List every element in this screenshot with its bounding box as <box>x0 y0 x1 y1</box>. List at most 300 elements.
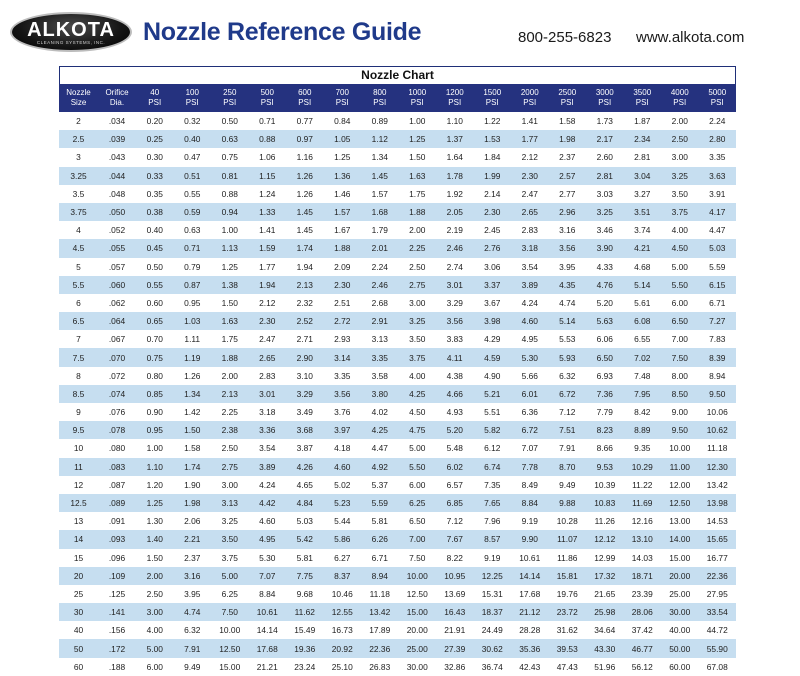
flow-value-cell: 2.05 <box>436 203 474 221</box>
flow-value-cell: 11.18 <box>361 585 399 603</box>
flow-value-cell: 50.00 <box>661 639 699 657</box>
flow-value-cell: 7.00 <box>661 330 699 348</box>
flow-value-cell: 3.35 <box>324 367 362 385</box>
flow-value-cell: 1.25 <box>211 258 249 276</box>
flow-value-cell: 30.00 <box>399 658 437 676</box>
flow-value-cell: 1.58 <box>174 439 212 457</box>
flow-value-cell: 5.53 <box>549 330 587 348</box>
flow-value-cell: 6.72 <box>511 421 549 439</box>
flow-value-cell: 67.08 <box>699 658 737 676</box>
flow-value-cell: 1.15 <box>249 167 287 185</box>
flow-value-cell: 1.30 <box>136 512 174 530</box>
flow-value-cell: 3.89 <box>511 276 549 294</box>
flow-value-cell: 1.25 <box>324 148 362 166</box>
nozzle-size-cell: 5 <box>59 258 98 276</box>
flow-value-cell: 19.76 <box>549 585 587 603</box>
flow-value-cell: 1.45 <box>286 221 324 239</box>
flow-value-cell: 6.00 <box>136 658 174 676</box>
flow-value-cell: 12.12 <box>586 530 624 548</box>
table-row <box>59 348 736 366</box>
column-header-top: 1200 <box>445 88 464 97</box>
flow-value-cell: 0.87 <box>174 276 212 294</box>
flow-value-cell: 1.00 <box>211 221 249 239</box>
nozzle-size-cell: 3 <box>59 148 98 166</box>
flow-value-cell: 3.98 <box>474 312 512 330</box>
flow-value-cell: 1.50 <box>136 549 174 567</box>
flow-value-cell: 2.06 <box>174 512 212 530</box>
flow-value-cell: 1.00 <box>136 439 174 457</box>
flow-value-cell: 11.26 <box>586 512 624 530</box>
flow-value-cell: 1.73 <box>586 112 624 130</box>
flow-value-cell: 10.29 <box>624 458 662 476</box>
flow-value-cell: 39.53 <box>549 639 587 657</box>
flow-value-cell: 0.63 <box>174 221 212 239</box>
flow-value-cell: 13.98 <box>699 494 737 512</box>
orifice-cell: .125 <box>98 585 136 603</box>
nozzle-size-cell: 5.5 <box>59 276 98 294</box>
flow-value-cell: 1.45 <box>361 167 399 185</box>
flow-value-cell: 0.45 <box>136 239 174 257</box>
flow-value-cell: 0.84 <box>324 112 362 130</box>
flow-value-cell: 3.76 <box>324 403 362 421</box>
flow-value-cell: 30.00 <box>661 603 699 621</box>
flow-value-cell: 0.38 <box>136 203 174 221</box>
nozzle-size-cell: 4 <box>59 221 98 239</box>
flow-value-cell: 3.83 <box>436 330 474 348</box>
nozzle-size-cell: 25 <box>59 585 98 603</box>
flow-value-cell: 3.00 <box>661 148 699 166</box>
flow-value-cell: 2.46 <box>361 276 399 294</box>
flow-value-cell: 2.83 <box>249 367 287 385</box>
flow-value-cell: 3.50 <box>661 185 699 203</box>
column-header-top: 600 <box>298 88 312 97</box>
flow-value-cell: 5.51 <box>474 403 512 421</box>
flow-value-cell: 14.00 <box>661 530 699 548</box>
flow-value-cell: 7.96 <box>474 512 512 530</box>
flow-value-cell: 2.47 <box>511 185 549 203</box>
flow-value-cell: 3.18 <box>511 239 549 257</box>
flow-value-cell: 7.95 <box>624 385 662 403</box>
table-row <box>59 621 736 639</box>
flow-value-cell: 16.77 <box>699 549 737 567</box>
column-header-top: Orifice <box>105 88 129 97</box>
flow-value-cell: 5.44 <box>324 512 362 530</box>
flow-value-cell: 1.41 <box>249 221 287 239</box>
flow-value-cell: 1.05 <box>324 130 362 148</box>
flow-value-cell: 0.97 <box>286 130 324 148</box>
flow-value-cell: 2.81 <box>586 167 624 185</box>
flow-value-cell: 4.00 <box>399 367 437 385</box>
flow-value-cell: 10.39 <box>586 476 624 494</box>
flow-value-cell: 25.00 <box>399 639 437 657</box>
flow-value-cell: 4.00 <box>661 221 699 239</box>
flow-value-cell: 3.56 <box>549 239 587 257</box>
flow-value-cell: 3.46 <box>586 221 624 239</box>
flow-value-cell: 2.50 <box>211 439 249 457</box>
flow-value-cell: 3.54 <box>249 439 287 457</box>
flow-value-cell: 2.50 <box>661 130 699 148</box>
chart-title: Nozzle Chart <box>59 66 736 84</box>
orifice-cell: .043 <box>98 148 136 166</box>
flow-value-cell: 0.47 <box>174 148 212 166</box>
flow-value-cell: 46.77 <box>624 639 662 657</box>
flow-value-cell: 3.29 <box>286 385 324 403</box>
orifice-cell: .093 <box>98 530 136 548</box>
flow-value-cell: 1.88 <box>324 239 362 257</box>
flow-value-cell: 4.68 <box>624 258 662 276</box>
flow-value-cell: 2.65 <box>511 203 549 221</box>
flow-value-cell: 3.29 <box>436 294 474 312</box>
flow-value-cell: 10.83 <box>586 494 624 512</box>
flow-value-cell: 15.00 <box>399 603 437 621</box>
flow-value-cell: 0.77 <box>286 112 324 130</box>
flow-value-cell: 2.81 <box>624 148 662 166</box>
flow-value-cell: 1.75 <box>399 185 437 203</box>
flow-value-cell: 12.55 <box>324 603 362 621</box>
flow-value-cell: 10.61 <box>511 549 549 567</box>
table-row <box>59 221 736 239</box>
column-header-bottom: PSI <box>298 98 312 107</box>
flow-value-cell: 3.75 <box>211 549 249 567</box>
flow-value-cell: 0.50 <box>211 112 249 130</box>
flow-value-cell: 17.68 <box>249 639 287 657</box>
orifice-cell: .141 <box>98 603 136 621</box>
column-header-top: 700 <box>335 88 349 97</box>
flow-value-cell: 22.36 <box>361 639 399 657</box>
flow-value-cell: 3.90 <box>586 239 624 257</box>
flow-value-cell: 15.00 <box>661 549 699 567</box>
flow-value-cell: 21.21 <box>249 658 287 676</box>
nozzle-size-cell: 3.5 <box>59 185 98 203</box>
flow-value-cell: 0.85 <box>136 385 174 403</box>
column-header-bottom: PSI <box>673 98 687 107</box>
flow-value-cell: 1.41 <box>511 112 549 130</box>
flow-value-cell: 3.75 <box>399 348 437 366</box>
flow-value-cell: 1.34 <box>361 148 399 166</box>
nozzle-size-cell: 10 <box>59 439 98 457</box>
flow-value-cell: 28.06 <box>624 603 662 621</box>
flow-value-cell: 5.66 <box>511 367 549 385</box>
nozzle-size-cell: 4.5 <box>59 239 98 257</box>
flow-value-cell: 51.96 <box>586 658 624 676</box>
flow-value-cell: 3.67 <box>474 294 512 312</box>
table-row <box>59 258 736 276</box>
flow-value-cell: 1.67 <box>324 221 362 239</box>
flow-value-cell: 9.50 <box>661 421 699 439</box>
nozzle-table <box>59 84 736 676</box>
nozzle-size-cell: 15 <box>59 549 98 567</box>
flow-value-cell: 5.48 <box>436 439 474 457</box>
flow-value-cell: 13.42 <box>361 603 399 621</box>
flow-value-cell: 1.34 <box>174 385 212 403</box>
flow-value-cell: 14.03 <box>624 549 662 567</box>
flow-value-cell: 9.00 <box>661 403 699 421</box>
flow-value-cell: 6.93 <box>586 367 624 385</box>
column-header <box>661 84 699 112</box>
flow-value-cell: 7.00 <box>399 530 437 548</box>
flow-value-cell: 0.65 <box>136 312 174 330</box>
flow-value-cell: 9.50 <box>699 385 737 403</box>
column-header <box>586 84 624 112</box>
orifice-cell: .076 <box>98 403 136 421</box>
flow-value-cell: 7.35 <box>474 476 512 494</box>
flow-value-cell: 6.74 <box>474 458 512 476</box>
flow-value-cell: 6.00 <box>661 294 699 312</box>
flow-value-cell: 6.57 <box>436 476 474 494</box>
nozzle-size-cell: 6.5 <box>59 312 98 330</box>
flow-value-cell: 0.59 <box>174 203 212 221</box>
flow-value-cell: 23.39 <box>624 585 662 603</box>
nozzle-size-cell: 30 <box>59 603 98 621</box>
column-header-bottom: PSI <box>373 98 387 107</box>
flow-value-cell: 4.93 <box>436 403 474 421</box>
flow-value-cell: 3.35 <box>699 148 737 166</box>
nozzle-size-cell: 50 <box>59 639 98 657</box>
table-row <box>59 312 736 330</box>
column-header-bottom: PSI <box>560 98 574 107</box>
flow-value-cell: 1.50 <box>211 294 249 312</box>
flow-value-cell: 2.13 <box>211 385 249 403</box>
flow-value-cell: 1.46 <box>324 185 362 203</box>
flow-value-cell: 2.12 <box>511 148 549 166</box>
flow-value-cell: 13.00 <box>661 512 699 530</box>
flow-value-cell: 2.30 <box>474 203 512 221</box>
column-header-bottom: PSI <box>635 98 649 107</box>
table-row <box>59 567 736 585</box>
flow-value-cell: 2.21 <box>174 530 212 548</box>
logo-wordmark: ALKOTA <box>27 19 115 41</box>
flow-value-cell: 0.89 <box>361 112 399 130</box>
flow-value-cell: 1.06 <box>249 148 287 166</box>
flow-value-cell: 1.58 <box>549 112 587 130</box>
flow-value-cell: 2.83 <box>511 221 549 239</box>
column-header-bottom: PSI <box>260 98 274 107</box>
flow-value-cell: 1.26 <box>286 167 324 185</box>
flow-value-cell: 0.35 <box>136 185 174 203</box>
flow-value-cell: 0.33 <box>136 167 174 185</box>
table-row <box>59 458 736 476</box>
flow-value-cell: 1.94 <box>249 276 287 294</box>
flow-value-cell: 4.60 <box>511 312 549 330</box>
flow-value-cell: 10.00 <box>211 621 249 639</box>
flow-value-cell: 2.01 <box>361 239 399 257</box>
flow-value-cell: 4.18 <box>324 439 362 457</box>
orifice-cell: .080 <box>98 439 136 457</box>
flow-value-cell: 0.95 <box>136 421 174 439</box>
table-row <box>59 658 736 676</box>
flow-value-cell: 16.43 <box>436 603 474 621</box>
flow-value-cell: 2.34 <box>624 130 662 148</box>
flow-value-cell: 22.36 <box>699 567 737 585</box>
flow-value-cell: 0.71 <box>249 112 287 130</box>
flow-value-cell: 37.42 <box>624 621 662 639</box>
flow-value-cell: 1.90 <box>174 476 212 494</box>
flow-value-cell: 3.03 <box>586 185 624 203</box>
flow-value-cell: 0.90 <box>136 403 174 421</box>
flow-value-cell: 2.75 <box>399 276 437 294</box>
flow-value-cell: 7.07 <box>249 567 287 585</box>
flow-value-cell: 2.24 <box>361 258 399 276</box>
flow-value-cell: 7.91 <box>174 639 212 657</box>
flow-value-cell: 10.95 <box>436 567 474 585</box>
flow-value-cell: 2.68 <box>361 294 399 312</box>
nozzle-size-cell: 3.75 <box>59 203 98 221</box>
flow-value-cell: 1.50 <box>399 148 437 166</box>
nozzle-size-cell: 6 <box>59 294 98 312</box>
flow-value-cell: 1.10 <box>136 458 174 476</box>
flow-value-cell: 1.88 <box>399 203 437 221</box>
flow-value-cell: 8.84 <box>511 494 549 512</box>
flow-value-cell: 12.50 <box>661 494 699 512</box>
column-header-top: 3500 <box>633 88 652 97</box>
flow-value-cell: 15.81 <box>549 567 587 585</box>
column-header <box>249 84 287 112</box>
column-header-top: Nozzle <box>66 88 91 97</box>
flow-value-cell: 4.74 <box>549 294 587 312</box>
flow-value-cell: 4.33 <box>586 258 624 276</box>
orifice-cell: .083 <box>98 458 136 476</box>
flow-value-cell: 1.57 <box>324 203 362 221</box>
flow-value-cell: 5.59 <box>361 494 399 512</box>
nozzle-size-cell: 40 <box>59 621 98 639</box>
nozzle-size-cell: 12.5 <box>59 494 98 512</box>
flow-value-cell: 11.18 <box>699 439 737 457</box>
flow-value-cell: 4.65 <box>286 476 324 494</box>
flow-value-cell: 4.84 <box>286 494 324 512</box>
flow-value-cell: 30.62 <box>474 639 512 657</box>
nozzle-size-cell: 2.5 <box>59 130 98 148</box>
flow-value-cell: 1.84 <box>474 148 512 166</box>
flow-value-cell: 3.54 <box>511 258 549 276</box>
flow-value-cell: 6.01 <box>511 385 549 403</box>
flow-value-cell: 36.74 <box>474 658 512 676</box>
flow-value-cell: 12.16 <box>624 512 662 530</box>
flow-value-cell: 21.91 <box>436 621 474 639</box>
flow-value-cell: 6.50 <box>661 312 699 330</box>
column-header <box>699 84 737 112</box>
nozzle-size-cell: 13 <box>59 512 98 530</box>
nozzle-size-cell: 8 <box>59 367 98 385</box>
flow-value-cell: 10.00 <box>399 567 437 585</box>
flow-value-cell: 3.25 <box>211 512 249 530</box>
flow-value-cell: 2.37 <box>174 549 212 567</box>
flow-value-cell: 1.11 <box>174 330 212 348</box>
flow-value-cell: 0.79 <box>174 258 212 276</box>
flow-value-cell: 5.86 <box>324 530 362 548</box>
flow-value-cell: 1.00 <box>399 112 437 130</box>
flow-value-cell: 2.45 <box>474 221 512 239</box>
flow-value-cell: 9.35 <box>624 439 662 457</box>
flow-value-cell: 8.89 <box>624 421 662 439</box>
flow-value-cell: 7.91 <box>549 439 587 457</box>
flow-value-cell: 2.00 <box>211 367 249 385</box>
orifice-cell: .044 <box>98 167 136 185</box>
nozzle-size-cell: 60 <box>59 658 98 676</box>
flow-value-cell: 4.47 <box>361 439 399 457</box>
flow-value-cell: 1.16 <box>286 148 324 166</box>
page-header <box>0 0 800 66</box>
flow-value-cell: 3.68 <box>286 421 324 439</box>
flow-value-cell: 3.51 <box>624 203 662 221</box>
flow-value-cell: 0.51 <box>174 167 212 185</box>
column-header-top: 2500 <box>558 88 577 97</box>
flow-value-cell: 1.78 <box>436 167 474 185</box>
flow-value-cell: 0.80 <box>136 367 174 385</box>
flow-value-cell: 3.50 <box>211 530 249 548</box>
nozzle-size-cell: 8.5 <box>59 385 98 403</box>
flow-value-cell: 2.24 <box>699 112 737 130</box>
flow-value-cell: 2.25 <box>211 403 249 421</box>
flow-value-cell: 0.40 <box>136 221 174 239</box>
flow-value-cell: 6.50 <box>586 348 624 366</box>
column-header-bottom: PSI <box>485 98 499 107</box>
orifice-cell: .060 <box>98 276 136 294</box>
flow-value-cell: 4.21 <box>624 239 662 257</box>
flow-value-cell: 17.32 <box>586 567 624 585</box>
column-header <box>59 84 98 112</box>
column-header-bottom: PSI <box>523 98 537 107</box>
column-header <box>549 84 587 112</box>
flow-value-cell: 2.51 <box>324 294 362 312</box>
column-header <box>511 84 549 112</box>
flow-value-cell: 3.25 <box>399 312 437 330</box>
flow-value-cell: 0.60 <box>136 294 174 312</box>
orifice-cell: .062 <box>98 294 136 312</box>
orifice-cell: .057 <box>98 258 136 276</box>
flow-value-cell: 3.58 <box>361 367 399 385</box>
flow-value-cell: 5.21 <box>474 385 512 403</box>
flow-value-cell: 6.02 <box>436 458 474 476</box>
flow-value-cell: 5.03 <box>699 239 737 257</box>
flow-value-cell: 21.65 <box>586 585 624 603</box>
flow-value-cell: 8.94 <box>361 567 399 585</box>
flow-value-cell: 1.42 <box>174 403 212 421</box>
flow-value-cell: 14.14 <box>249 621 287 639</box>
flow-value-cell: 25.00 <box>661 585 699 603</box>
flow-value-cell: 2.76 <box>474 239 512 257</box>
column-header-top: 4000 <box>670 88 689 97</box>
flow-value-cell: 1.63 <box>211 312 249 330</box>
flow-value-cell: 6.26 <box>361 530 399 548</box>
flow-value-cell: 1.12 <box>361 130 399 148</box>
flow-value-cell: 3.10 <box>286 367 324 385</box>
flow-value-cell: 4.50 <box>399 403 437 421</box>
flow-value-cell: 9.19 <box>474 549 512 567</box>
nozzle-size-cell: 14 <box>59 530 98 548</box>
flow-value-cell: 4.11 <box>436 348 474 366</box>
flow-value-cell: 11.69 <box>624 494 662 512</box>
flow-value-cell: 3.04 <box>624 167 662 185</box>
flow-value-cell: 6.50 <box>399 512 437 530</box>
flow-value-cell: 42.43 <box>511 658 549 676</box>
orifice-cell: .064 <box>98 312 136 330</box>
flow-value-cell: 5.93 <box>549 348 587 366</box>
flow-value-cell: 6.15 <box>699 276 737 294</box>
orifice-cell: .067 <box>98 330 136 348</box>
flow-value-cell: 0.55 <box>174 185 212 203</box>
table-row <box>59 294 736 312</box>
flow-value-cell: 6.71 <box>699 294 737 312</box>
flow-value-cell: 2.12 <box>249 294 287 312</box>
flow-value-cell: 2.14 <box>474 185 512 203</box>
flow-value-cell: 4.24 <box>511 294 549 312</box>
flow-value-cell: 12.99 <box>586 549 624 567</box>
flow-value-cell: 8.37 <box>324 567 362 585</box>
flow-value-cell: 0.40 <box>174 130 212 148</box>
flow-value-cell: 4.92 <box>361 458 399 476</box>
alkota-logo <box>10 12 132 52</box>
flow-value-cell: 1.77 <box>511 130 549 148</box>
